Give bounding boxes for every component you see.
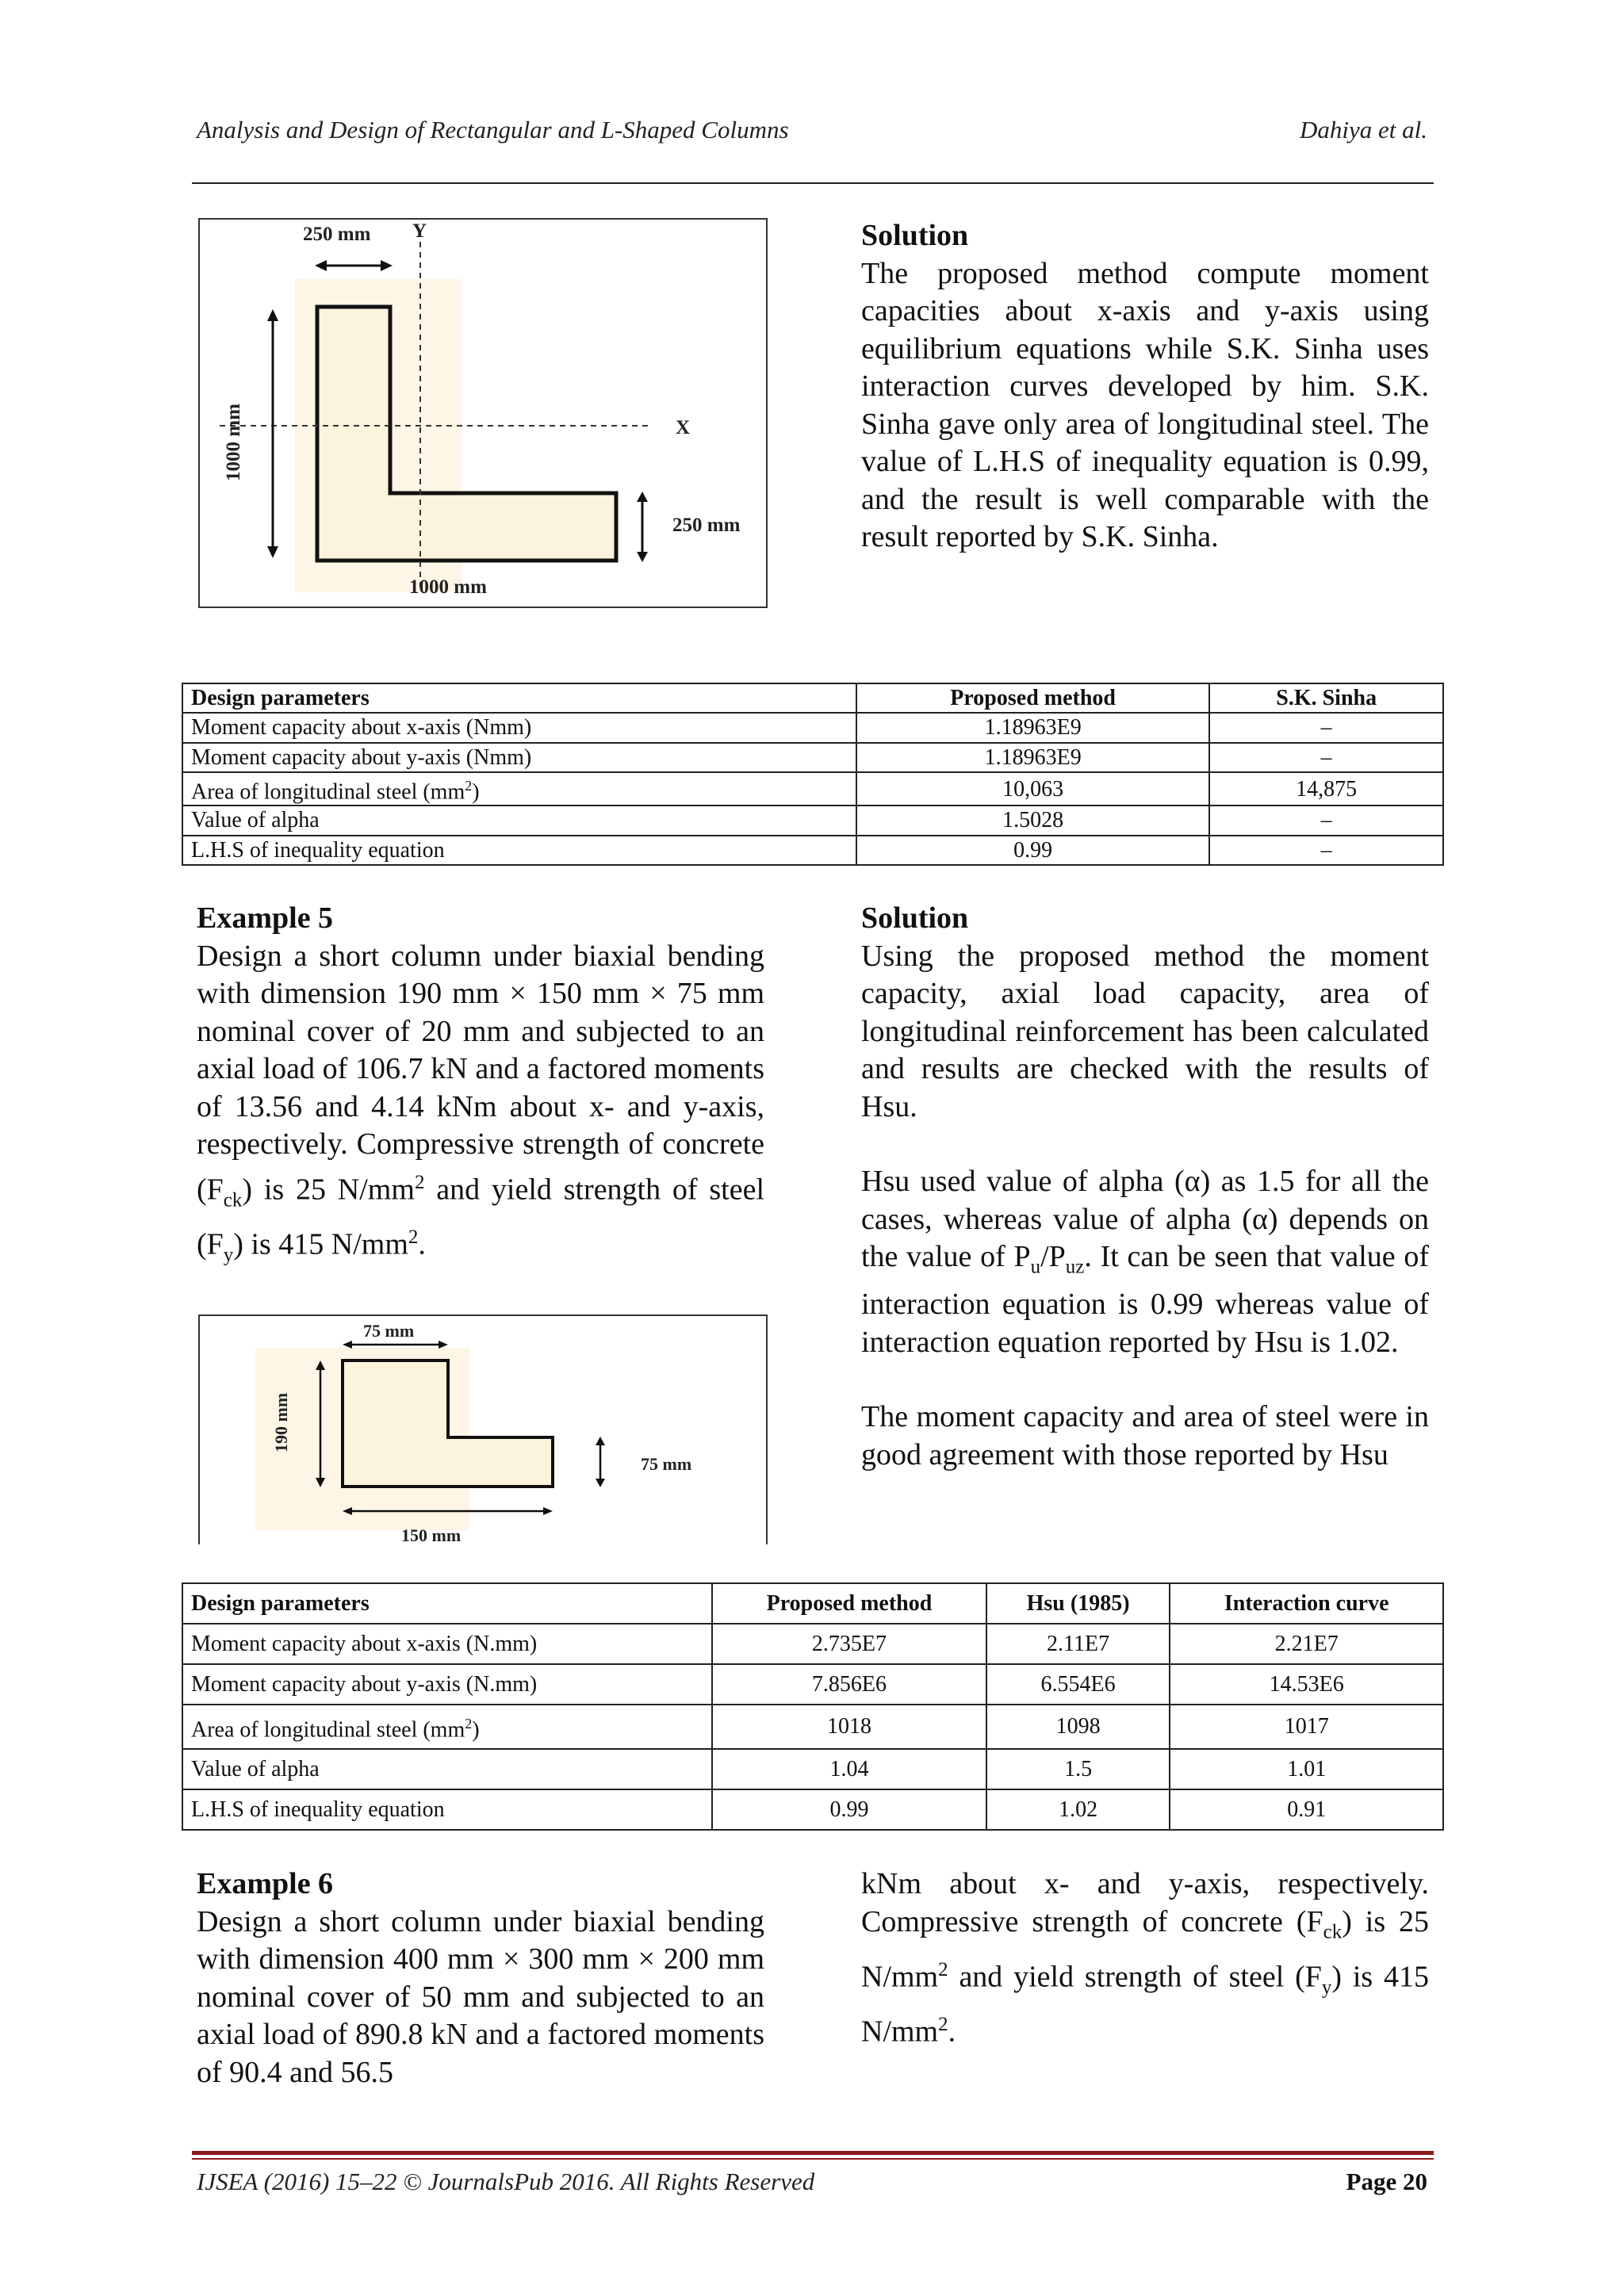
table-cell-param: Moment capacity about y-axis (Nmm) bbox=[182, 743, 856, 772]
table-cell: 1.5028 bbox=[856, 806, 1209, 835]
running-head-title: Analysis and Design of Rectangular and L-Shaped Columns bbox=[197, 116, 789, 144]
table-cell: 1.18963E9 bbox=[856, 713, 1209, 742]
table-cell-param: Area of longitudinal steel $(mm^2)$ bbox=[182, 772, 856, 806]
table-cell-param: L.H.S of inequality equation bbox=[182, 836, 856, 865]
table-cell: 10,063 bbox=[856, 772, 1209, 806]
table-cell: 1098 bbox=[986, 1705, 1170, 1749]
example-5-block bbox=[197, 900, 764, 1274]
example-6-block-left bbox=[197, 1866, 764, 2091]
figure2-left-label: 190 mm bbox=[271, 1392, 291, 1452]
example-5-text: Design a short column under biaxial bending with dimension 190 mm × 150 mm × 75 mm nominal cover of 20 mm and subjected to an axial load of 106.7 kN and a factored moments of 13.56 and 4.14 kNm about x- and y-axis, respectively. Compressive strength of concrete $(F_{ck})$ is 25 $N/mm^2$ and yield strength of steel $(F_y)$ is 415 $N/mm^2$. bbox=[197, 939, 765, 1266]
table-cell: 14,875 bbox=[1209, 772, 1443, 806]
table-example-5-results bbox=[182, 1582, 1444, 1831]
figure1-axis-y: Y bbox=[412, 220, 427, 242]
table-row bbox=[182, 1705, 1443, 1749]
table-cell-param: Value of alpha bbox=[182, 1749, 712, 1789]
figure1-bottom-label: 1000 mm bbox=[409, 576, 487, 598]
solution-1-text: The proposed method compute moment capacities about x-axis and y-axis using equilibrium equations while S.K. Sinha uses interaction curves developed by him. S.K. Sinha gave only area of longitudinal steel. The value of L.H.S of inequality equation is 0.99, and the result is well comparable with the result reported by S.K. Sinha. bbox=[861, 256, 1429, 553]
table-header-row bbox=[182, 683, 1443, 713]
figure2-bottom-label: 150 mm bbox=[401, 1525, 462, 1544]
figure2-right-label: 75 mm bbox=[641, 1454, 692, 1474]
table-cell: 1.02 bbox=[986, 1789, 1170, 1830]
table-cell: 2.21E7 bbox=[1170, 1624, 1443, 1664]
table-cell-param: Moment capacity about x-axis (Nmm) bbox=[182, 713, 856, 742]
solution-2-block bbox=[861, 900, 1429, 1474]
table-cell: 1.5 bbox=[986, 1749, 1170, 1789]
table-header-cell: Proposed method bbox=[712, 1583, 986, 1624]
table-header-cell: Hsu (1985) bbox=[986, 1583, 1170, 1624]
l-section-diagram bbox=[200, 220, 766, 607]
solution-1-heading: Solution bbox=[861, 219, 969, 252]
table-cell: 2.735E7 bbox=[712, 1624, 986, 1664]
table-cell-param: Moment capacity about x-axis (N.mm) bbox=[182, 1624, 712, 1664]
solution-2-para-2: Hsu used value of alpha (α) as 1.5 for all the cases, whereas value of alpha (α) depends on the value of $P_u/P_{uz}$. It can be seen that value of interaction equation is 0.99 whereas value of interaction equation reported by Hsu is 1.02. bbox=[861, 1165, 1429, 1359]
table-cell: – bbox=[1209, 806, 1443, 835]
table-cell: 1.04 bbox=[712, 1749, 986, 1789]
footer-rule-thick bbox=[192, 2151, 1434, 2155]
figure1-axis-x: X bbox=[676, 417, 691, 438]
figure2-top-label: 75 mm bbox=[363, 1321, 415, 1341]
table-cell: 2.11E7 bbox=[986, 1624, 1170, 1664]
table-cell: – bbox=[1209, 713, 1443, 742]
solution-1-block bbox=[861, 217, 1429, 557]
table-row bbox=[182, 806, 1443, 835]
table-cell: – bbox=[1209, 743, 1443, 772]
figure1-left-label: 1000 mm bbox=[223, 404, 244, 481]
table-cell: 7.856E6 bbox=[712, 1664, 986, 1705]
table-cell: 1018 bbox=[712, 1705, 986, 1749]
example-6-heading: Example 6 bbox=[197, 1867, 334, 1900]
footer-copyright: IJSEA (2016) 15–22 © JournalsPub 2016. All Rights Reserved bbox=[197, 2168, 815, 2195]
running-head-authors: Dahiya et al. bbox=[1300, 116, 1427, 144]
example-6-text-right: kNm about x- and y-axis, respectively. Compressive strength of concrete $(F_{ck})$ is 25 $N/mm^2$ and yield strength of steel $(F_y)$ is 415 $N/mm^2$. bbox=[861, 1867, 1430, 2049]
table-example-4-results bbox=[182, 683, 1444, 866]
table-cell: 1.01 bbox=[1170, 1749, 1443, 1789]
figure-l-section-190mm bbox=[198, 1314, 768, 1544]
table-cell: 1017 bbox=[1170, 1705, 1443, 1749]
footer-rule-thin bbox=[192, 2158, 1434, 2160]
table-header-cell: S.K. Sinha bbox=[1209, 683, 1443, 713]
table-row bbox=[182, 1624, 1443, 1664]
figure-l-section-1000mm bbox=[198, 218, 768, 608]
table-cell-param: Moment capacity about y-axis (N.mm) bbox=[182, 1664, 712, 1705]
table-row bbox=[182, 772, 1443, 806]
table-row bbox=[182, 1749, 1443, 1789]
table-cell: 14.53E6 bbox=[1170, 1664, 1443, 1705]
example-6-text-left: Design a short column under biaxial bending with dimension 400 mm × 300 mm × 200 mm nominal cover of 50 mm and subjected to an axial load of 890.8 kN and a factored moments of 90.4 and 56.5 bbox=[197, 1904, 764, 2089]
header-rule bbox=[192, 182, 1434, 184]
table-header-cell: Design parameters bbox=[182, 683, 856, 713]
page-number: Page 20 bbox=[1346, 2168, 1427, 2195]
table-cell-param: Area of longitudinal steel $(mm^2)$ bbox=[182, 1705, 712, 1749]
table-cell-param: L.H.S of inequality equation bbox=[182, 1789, 712, 1830]
table-row bbox=[182, 713, 1443, 742]
table-cell: 0.99 bbox=[712, 1789, 986, 1830]
solution-2-heading: Solution bbox=[861, 901, 969, 935]
table-cell: 1.18963E9 bbox=[856, 743, 1209, 772]
table-cell: 0.99 bbox=[856, 836, 1209, 865]
table-header-cell: Design parameters bbox=[182, 1583, 712, 1624]
table-cell: – bbox=[1209, 836, 1443, 865]
example-6-block-right bbox=[861, 1866, 1429, 2052]
table-header-cell: Interaction curve bbox=[1170, 1583, 1443, 1624]
solution-2-para-3: The moment capacity and area of steel were in good agreement with those reported by Hsu bbox=[861, 1400, 1429, 1471]
table-row bbox=[182, 1664, 1443, 1705]
table-cell-param: Value of alpha bbox=[182, 806, 856, 835]
table-row bbox=[182, 1789, 1443, 1830]
table-cell: 0.91 bbox=[1170, 1789, 1443, 1830]
figure1-right-label: 250 mm bbox=[672, 515, 741, 536]
example-5-heading: Example 5 bbox=[197, 901, 334, 935]
table-row bbox=[182, 836, 1443, 865]
solution-2-para-1: Using the proposed method the moment capacity, axial load capacity, area of longitudinal reinforcement has been calculated and results are checked with the results of Hsu. bbox=[861, 939, 1429, 1123]
table-cell: 6.554E6 bbox=[986, 1664, 1170, 1705]
table-header-row bbox=[182, 1583, 1443, 1624]
figure1-top-label: 250 mm bbox=[303, 224, 371, 245]
table-row bbox=[182, 743, 1443, 772]
table-header-cell: Proposed method bbox=[856, 683, 1209, 713]
l-section-diagram-small bbox=[200, 1316, 766, 1544]
